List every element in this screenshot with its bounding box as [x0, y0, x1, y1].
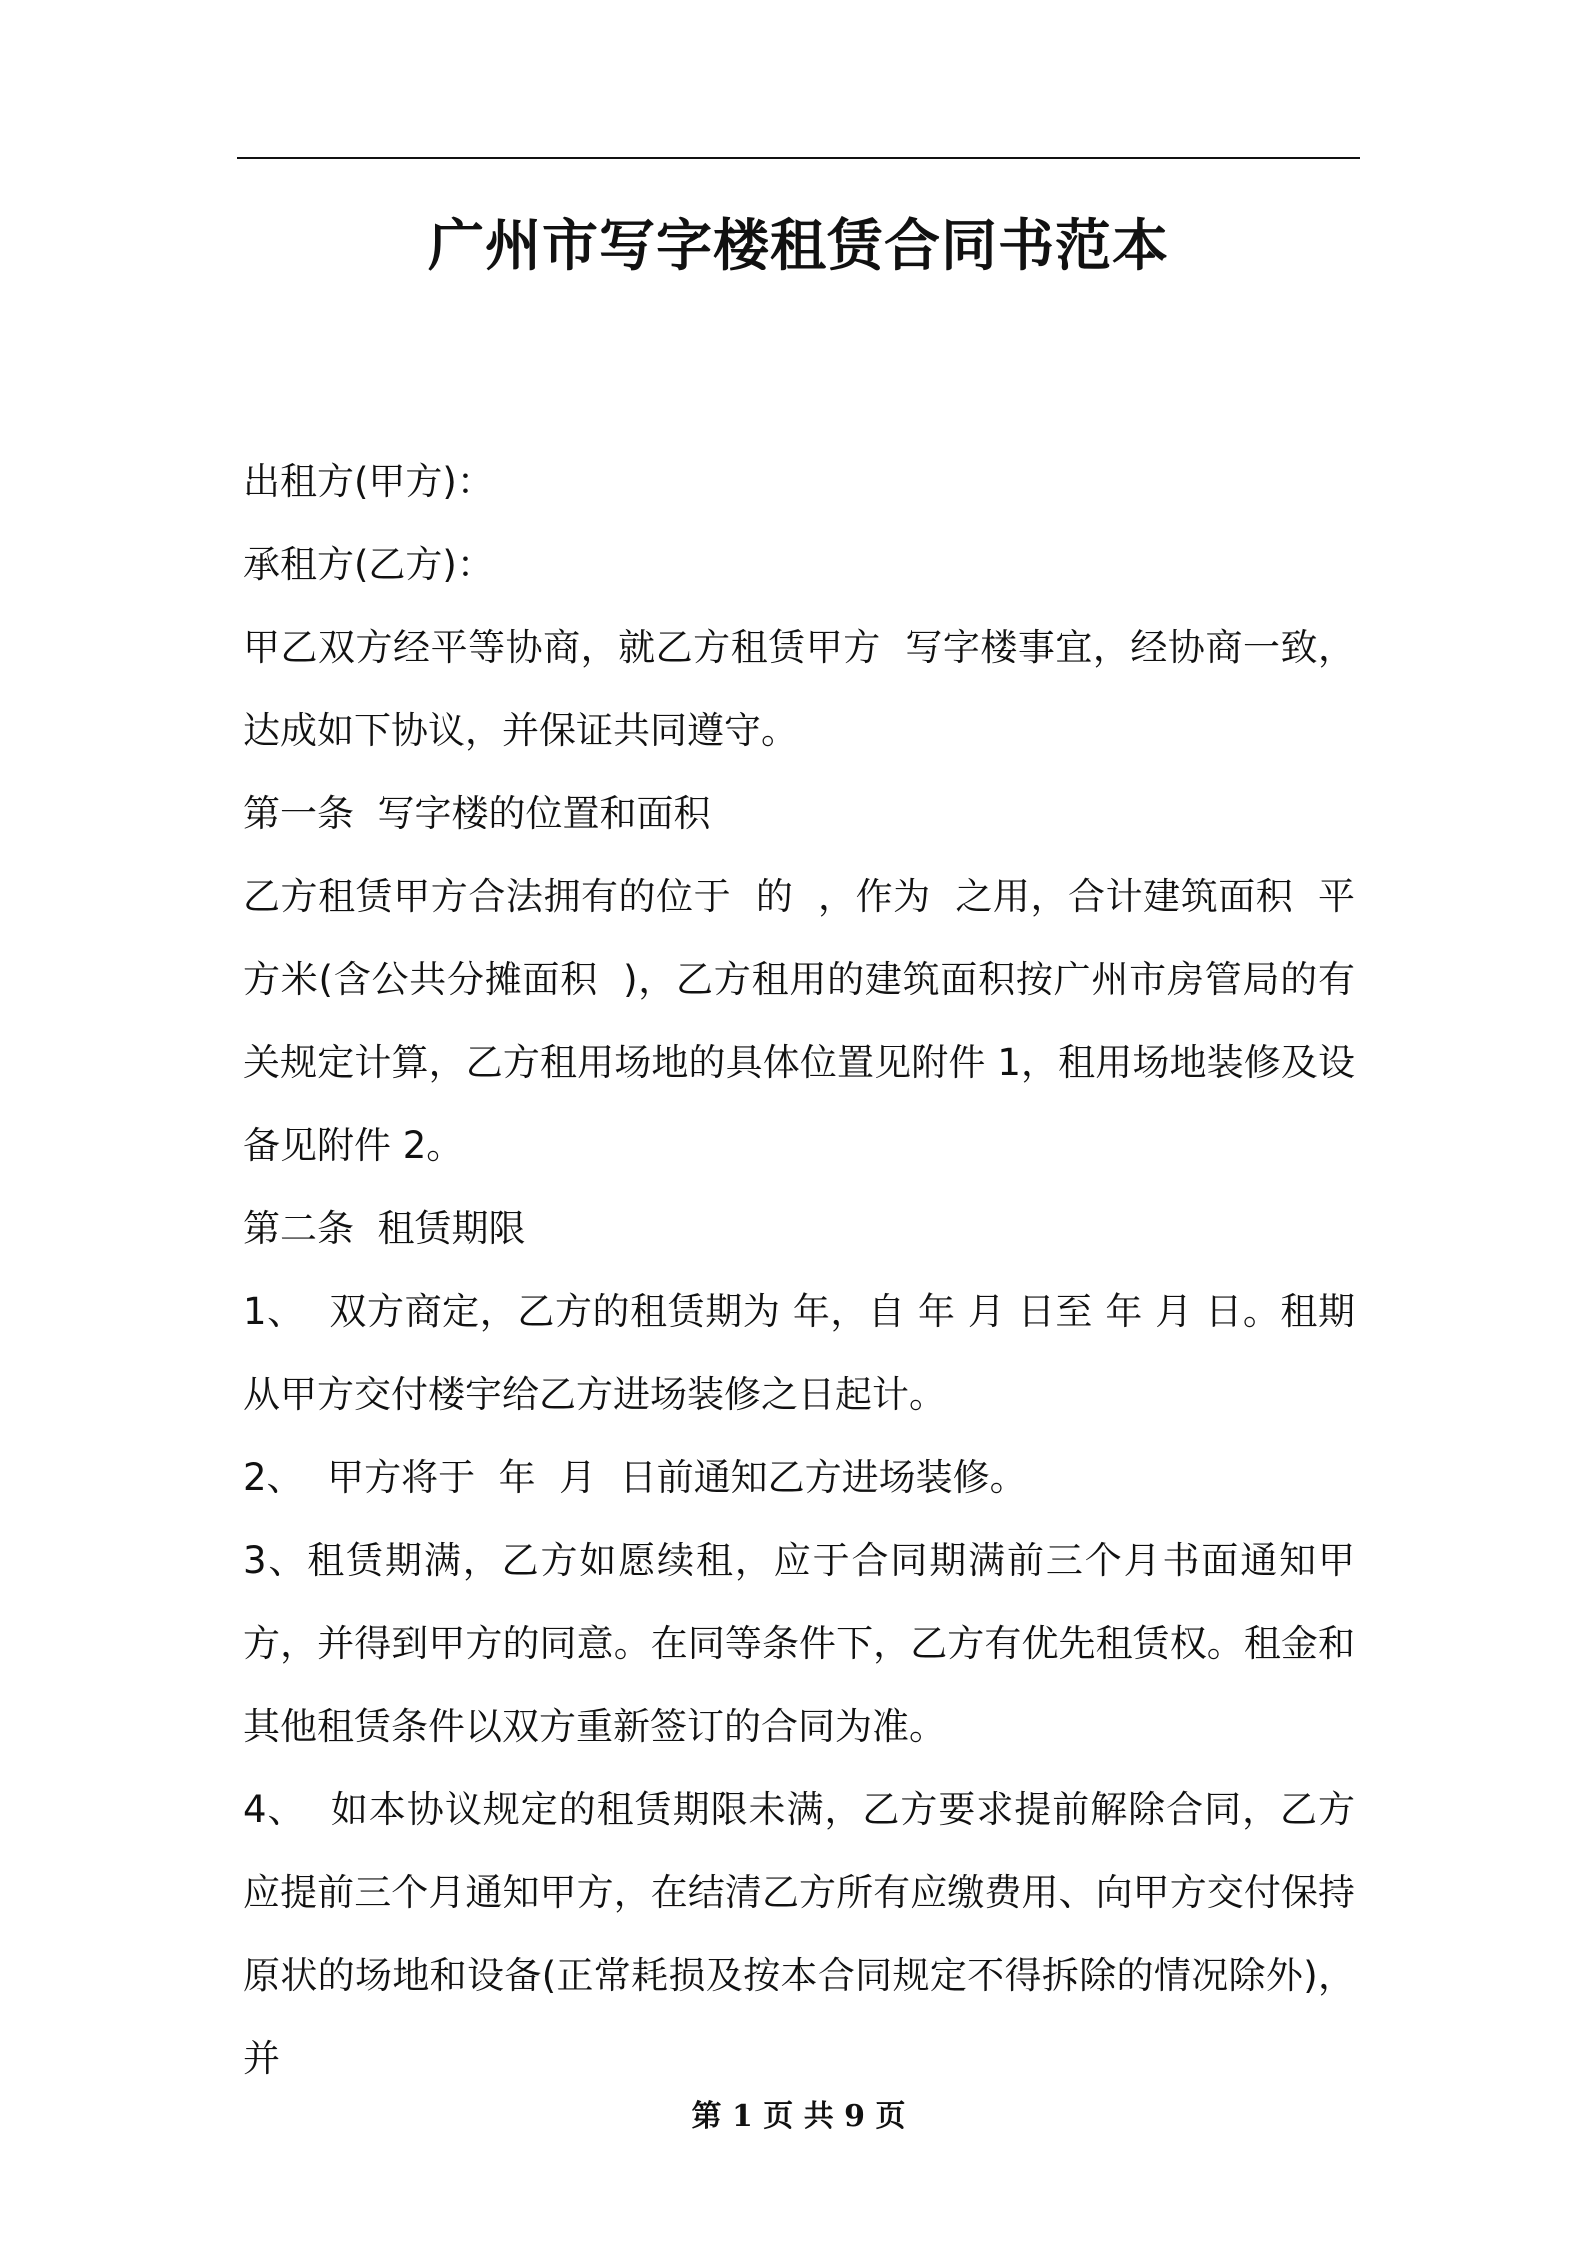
document-title: 广州市写字楼租赁合同书范本 — [428, 214, 1169, 279]
article-2-heading: 第二条 租赁期限 — [243, 1207, 526, 1250]
header-rule — [237, 157, 1360, 159]
clause-2-3-paragraph: 3、租赁期满，乙方如愿续租，应于合同期满前三个月书面通知甲方，并得到甲方的同意。在同等条件下，乙方有优先租赁权。租金和其他租赁条件以双方重新签订的合同为准。 — [243, 1539, 1355, 1748]
clause-2-1-paragraph: 1、 双方商定，乙方的租赁期为 年，自 年 月 日至 年 月 日。租期从甲方交付楼宇给乙方进场装修之日起计。 — [243, 1290, 1355, 1416]
article-1-heading: 第一条 写字楼的位置和面积 — [243, 792, 711, 835]
preamble-paragraph: 甲乙双方经平等协商，就乙方租赁甲方 写字楼事宜，经协商一致，达成如下协议，并保证共同遵守。 — [243, 626, 1355, 752]
clause-2-2-paragraph: 2、 甲方将于 年 月 日前通知乙方进场装修。 — [243, 1456, 1027, 1499]
article-1-paragraph: 乙方租赁甲方合法拥有的位于 的 ，作为 之用，合计建筑面积 平方米(含公共分摊面积 )，乙方租用的建筑面积按广州市房管局的有关规定计算，乙方租用场地的具体位置见附件 1，租用场地装修及设备见附件 2。 — [243, 875, 1355, 1167]
page-number: 第 1 页 共 9 页 — [691, 2099, 906, 2134]
clause-2-4-paragraph: 4、 如本协议规定的租赁期限未满，乙方要求提前解除合同，乙方应提前三个月通知甲方，在结清乙方所有应缴费用、向甲方交付保持原状的场地和设备(正常耗损及按本合同规定不得拆除的情况除外)，并 — [243, 1788, 1355, 2080]
lessee-line: 承租方(乙方)： — [243, 543, 494, 586]
document-body — [243, 440, 1355, 2100]
lessor-line: 出租方(甲方)： — [243, 460, 494, 503]
